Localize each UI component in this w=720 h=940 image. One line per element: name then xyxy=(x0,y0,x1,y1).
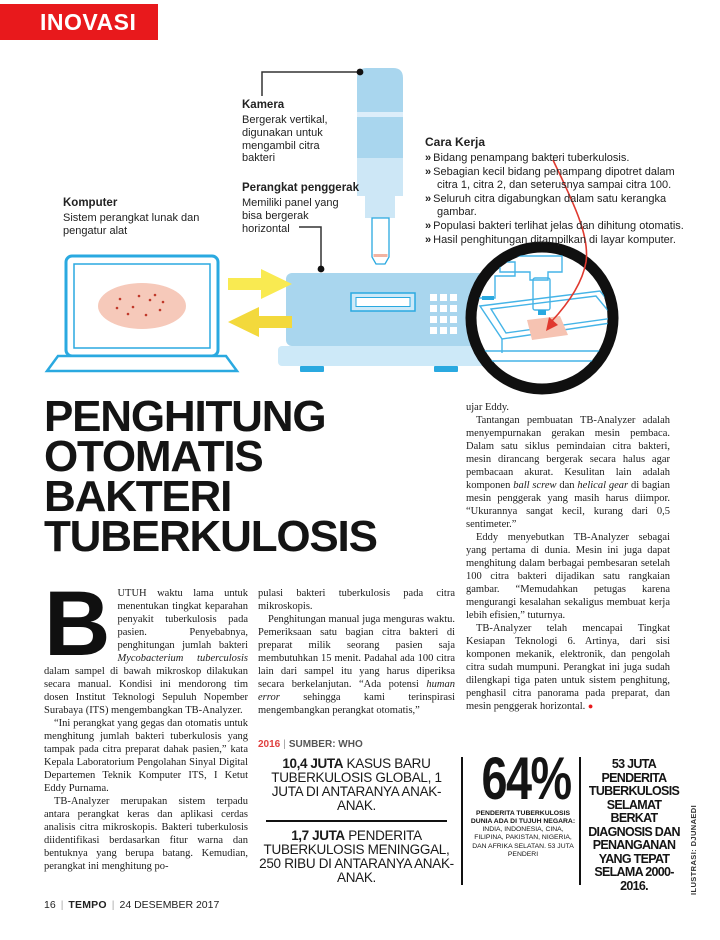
stats-divider-vertical xyxy=(461,757,463,885)
italic-term: ball screw xyxy=(513,480,557,491)
arrow-right xyxy=(228,269,292,299)
footer-separator: | xyxy=(60,899,64,911)
cara-kerja-item-text: Bidang penampang bakteri tuberkulosis. xyxy=(433,151,630,164)
magnifier-detail xyxy=(455,247,632,389)
headline-line: BAKTERI xyxy=(44,472,232,522)
article-column-2 xyxy=(258,587,455,739)
paragraph xyxy=(44,587,248,717)
bullet-glyph: » xyxy=(425,220,432,232)
stat-rest: KASUS BARU TUBERKULOSIS GLOBAL, 1 JUTA DI ANTARANYA ANAK-ANAK. xyxy=(271,756,442,813)
source-separator: | xyxy=(283,739,286,750)
data-source-line xyxy=(258,739,363,750)
label-kamera xyxy=(242,99,354,165)
cara-kerja-item xyxy=(425,234,697,248)
paragraph-text: Penghitungan manual juga menguras waktu. Pemeriksaan satu bagian citra bakteri di preparat milik seorang pasien saja membutuhkan 15 menit. Padahal ada 100 citra lain dari sampel itu yang harus diperiksa secara berkelanjutan. “Ada potensi xyxy=(258,614,455,690)
laptop-illustration xyxy=(47,256,237,371)
article-headline xyxy=(44,392,377,562)
article-column-3 xyxy=(466,401,670,751)
cara-kerja-block xyxy=(425,135,697,247)
section-tag-inovasi: INOVASI xyxy=(0,4,158,40)
illustration-credit: ILUSTRASI: DJUNAEDI xyxy=(689,804,698,895)
cara-kerja-title: Cara Kerja xyxy=(425,135,486,149)
paragraph: Eddy menyebutkan TB-Analyzer sebagai yang pertama di dunia. Mesin ini juga dapat menghitung dalam berbagai pembesaran setelah 100 citra bakteri dijadikan satu rangkaian gambar. “Memudahkan petugas karena mengurangi kesalahan sekaligus membuat kerja lebih efisien,” tuturnya. xyxy=(466,532,670,621)
bullet-glyph: » xyxy=(425,233,432,246)
italic-term: Mycobacterium tuberculosis xyxy=(117,653,248,664)
stats-percentage-block xyxy=(469,745,577,859)
stats-survivors-block: 53 JUTA PENDERITA TUBERKULOSIS SELAMAT BERKAT DIAGNOSIS DAN PENANGANAN YANG TEPAT SELAMA 2000-2016. xyxy=(588,757,680,893)
page-footer xyxy=(44,899,219,911)
headline-line: TUBERKULOSIS xyxy=(44,512,377,562)
stat-lead: 10,4 JUTA xyxy=(282,756,344,771)
paragraph-text: di bagian mesin penggerak yang masih harus diimpor. “Ukurannya sangat kecil, kurang dari 0,5 sentimeter.” xyxy=(466,480,670,530)
italic-term: human error xyxy=(258,679,455,703)
percentage-label-countries: INDIA, INDONESIA, CINA, FILIPINA, PAKISTAN, NIGERIA, DAN AFRIKA SELATAN. 53 JUTA PENDERI xyxy=(472,826,574,858)
paragraph: pulasi bakteri tuberkulosis pada citra mikroskopis. xyxy=(258,588,455,612)
cara-kerja-item-text: Populasi bakteri terlihat jelas dan dihitung otomatis. xyxy=(433,220,684,232)
label-kamera-desc: Bergerak vertikal, digunakan untuk mengambil citra bakteri xyxy=(242,113,328,165)
page-number: 16 xyxy=(44,899,56,911)
paragraph-text: Tantangan pembuatan TB-Analyzer adalah menyempurnakan gerakan mesin pembaca. Dalam satu siklus pemindaian citra bakteri, mesin dirancang bergerak secara halus agar pembacaan akurat. Kesulitan lain adalah komponen xyxy=(466,415,670,491)
paragraph xyxy=(466,622,670,713)
label-komputer-title: Komputer xyxy=(63,197,118,209)
bacteria-sample-screen xyxy=(98,283,186,329)
paragraph-text: dalam sampel di bawah mikroskop dilakukan secara manual. Kondisi ini mendorong tim dosen Institut Teknologi Sepuluh Nopember Surabaya (ITS) mengembangkan TB-Analyzer. xyxy=(44,666,248,716)
cara-kerja-item xyxy=(425,193,697,220)
magazine-name: TEMPO xyxy=(68,899,107,911)
arrow-left xyxy=(228,307,292,337)
percentage-label-bold: PENDERITA TUBERKULOSIS DUNIA ADA DI TUJUH NEGARA: xyxy=(470,810,576,826)
headline-line: PENGHITUNG xyxy=(44,392,326,441)
label-perangkat-penggerak xyxy=(242,182,370,235)
stat-new-cases xyxy=(258,757,455,813)
label-komputer xyxy=(63,197,235,238)
source-label: SUMBER: WHO xyxy=(288,739,363,750)
cara-kerja-item-text: Seluruh citra digabungkan dalam satu kerangka gambar. xyxy=(433,192,667,219)
stats-global-cases xyxy=(258,757,455,885)
paragraph: ujar Eddy. xyxy=(466,402,510,413)
cara-kerja-item xyxy=(425,220,697,234)
cara-kerja-item-text: Sebagian kecil bidang penampang dipotret dalam citra 1, citra 2, dan seterusnya sampai citra 100. xyxy=(433,165,675,192)
paragraph: TB-Analyzer merupakan sistem terpadu antara perangkat keras dan aplikasi cerdas analisis citra mikroskopis. Bakteri tuberkulosis diidentifikasi berdasarkan fitur warna dan bentuknya yang berupa batang. Kemudian, perangkat ini menghitung po- xyxy=(44,796,248,872)
article-column-1 xyxy=(44,587,248,893)
cara-kerja-item xyxy=(425,166,697,193)
stat-lead: 1,7 JUTA xyxy=(291,828,345,843)
data-flow-arrows xyxy=(228,269,292,337)
paragraph xyxy=(258,613,455,717)
paragraph-text: TB-Analyzer telah mencapai Tingkat Kesiapan Teknologi 6. Artinya, dari sisi komponen mekanik, elektronik, dan pengolah citra sudah mumpuni. Perangkat ini juga sudah dilengkapi tiga paten untuk sistem penghitung, penghasil citra panorama pada preparat, dan mesin penggerak horizontal. xyxy=(466,623,670,712)
end-of-article-dot: ● xyxy=(587,701,594,711)
label-perangkat-desc: Memiliki panel yang bisa bergerak horizontal xyxy=(242,196,339,235)
issue-date: 24 DESEMBER 2017 xyxy=(119,899,220,911)
percentage-value: 64% xyxy=(481,745,571,812)
footer-separator: | xyxy=(111,899,115,911)
bullet-glyph: » xyxy=(425,165,432,178)
paragraph: “Ini perangkat yang gegas dan otomatis untuk menghitung jumlah bakteri tuberkulosis yang tampak pada citra preparat dahak pasien,” kata Kepala Laboratorium Pengolahan Sinyal Digital Departemen Teknik Komputer ITS, I Ketut Eddy Purnama. xyxy=(44,718,248,794)
stat-divider-line xyxy=(266,820,447,822)
paragraph-text: sehingga kami terinspirasi mengembangkan perangkat otomatis,” xyxy=(258,692,455,716)
leader-dot-camera xyxy=(357,69,364,76)
bullet-glyph: » xyxy=(425,151,432,164)
paragraph-text: UTUH waktu lama untuk menentukan tingkat keparahan penyakit tuberkulosis pada pasien. Penyebabnya, penghitungan jumlah bakteri xyxy=(117,588,248,651)
headline-line: OTOMATIS xyxy=(44,432,263,482)
leader-dot-machine xyxy=(318,266,325,273)
paragraph-text: dan xyxy=(556,480,578,491)
stat-rest: PENDERITA TUBERKULOSIS MENINGGAL, 250 RIBU DI ANTARANYA ANAK-ANAK. xyxy=(259,828,454,885)
label-komputer-desc: Sistem perangkat lunak dan pengatur alat xyxy=(63,211,200,237)
paragraph xyxy=(466,414,670,531)
label-perangkat-title: Perangkat penggerak xyxy=(242,182,359,194)
drop-cap: B xyxy=(44,587,111,675)
stat-deaths xyxy=(258,829,455,885)
cara-kerja-item-text: Hasil penghitungan ditampilkan di layar komputer. xyxy=(433,233,676,246)
cara-kerja-item xyxy=(425,152,697,166)
source-year: 2016 xyxy=(258,739,281,750)
italic-term: helical gear xyxy=(577,480,629,491)
label-kamera-title: Kamera xyxy=(242,99,285,111)
bullet-glyph: » xyxy=(425,192,432,205)
stats-divider-vertical xyxy=(579,757,581,885)
